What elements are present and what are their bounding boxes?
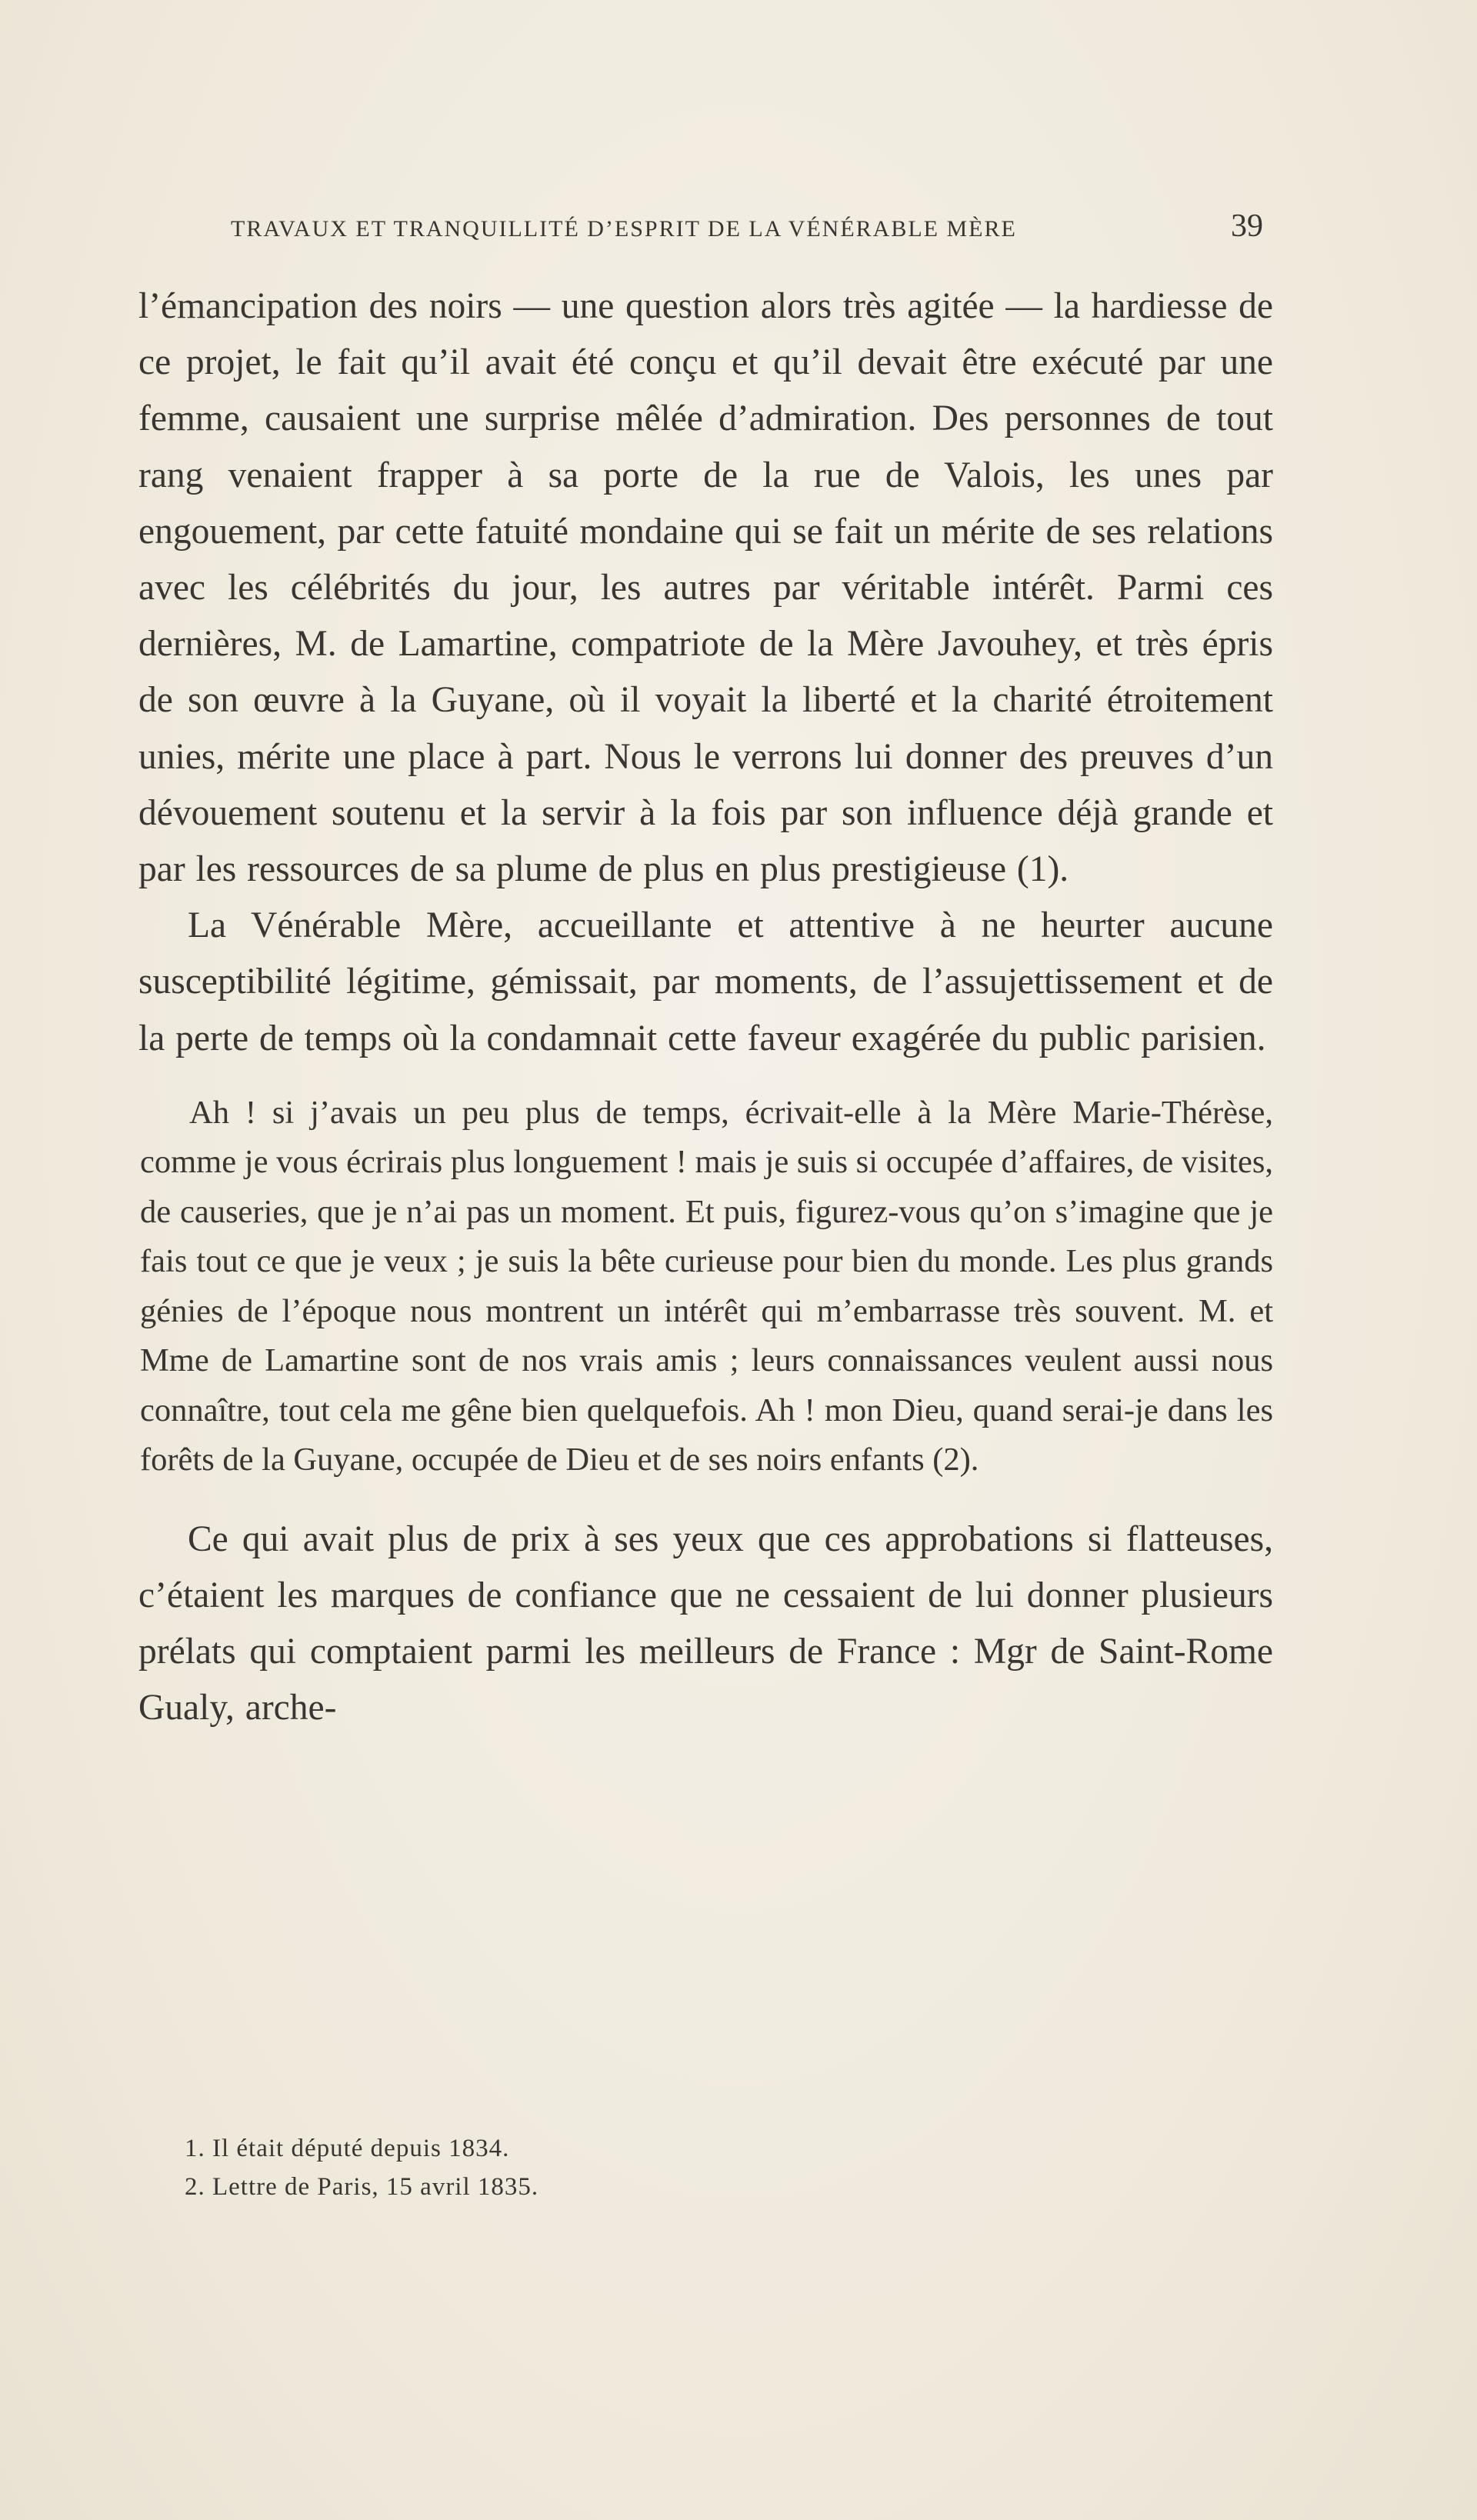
- footnote-2: 2. Lettre de Paris, 15 avril 1835.: [185, 2173, 539, 2201]
- footnotes: [185, 2129, 877, 2206]
- footnote-1: 1. Il était député depuis 1834.: [185, 2135, 510, 2162]
- running-title: TRAVAUX ET TRANQUILLITÉ D’ESPRIT DE LA VÉNÉRABLE MÈRE: [231, 216, 1017, 242]
- quote-text: Ah ! si j’avais un peu plus de temps, écrivait-elle à la Mère Marie-Thérèse, comme je vous écrirais plus longuement ! mais je suis si occupée d’affaires, de visites, de causeries, que je n’ai pas un moment. Et puis, figurez-vous qu’on s’imagine que je fais tout ce que je veux ; je suis la bête curieuse pour bien du monde. Les plus grands génies de l’époque nous montrent un intérêt qui m’embarrasse très souvent. M. et Mme de Lamartine sont de nos vrais amis ; leurs connaissances veulent aussi nous connaître, tout cela me gêne bien quelquefois. Ah ! mon Dieu, quand serai-je dans les forêts de la Guyane, occupée de Dieu et de ses noirs enfants (2).: [140, 1094, 1273, 1478]
- running-head: [231, 208, 1263, 245]
- paragraph-venerable-mere: La Vénérable Mère, accueillante et attentive à ne heurter aucune susceptibilité légitime, gémissait, par moments, de l’assujettissement et de la perte de temps où la condamnait cette faveur exagérée du public parisien.: [138, 905, 1273, 1058]
- letter-quotation: [138, 1088, 1273, 1485]
- body-text: [138, 278, 1273, 1737]
- page-number: 39: [1231, 208, 1263, 244]
- paragraph-prelats: Ce qui avait plus de prix à ses yeux que ces approbations si flatteuses, c’étaient les marques de confiance que ne cessaient de lui donner plusieurs prélats qui comptaient parmi les meilleurs de France : Mgr de Saint-Rome Gualy, arche-: [138, 1518, 1273, 1728]
- paragraph-continued: l’émancipation des noirs — une question alors très agitée — la hardiesse de ce projet, le fait qu’il avait été conçu et qu’il devait être exécuté par une femme, causaient une surprise mêlée d’admiration. Des personnes de tout rang venaient frapper à sa porte de la rue de Valois, les unes par engouement, par cette fatuité mondaine qui se fait un mérite de ses relations avec les célébrités du jour, les autres par véritable intérêt. Parmi ces dernières, M. de Lamartine, compatriote de la Mère Javouhey, et très épris de son œuvre à la Guyane, où il voyait la liberté et la charité étroitement unies, mérite une place à part. Nous le verrons lui donner des preuves d’un dévouement soutenu et la servir à la fois par son influence déjà grande et par les ressources de sa plume de plus en plus prestigieuse (1).: [138, 286, 1273, 890]
